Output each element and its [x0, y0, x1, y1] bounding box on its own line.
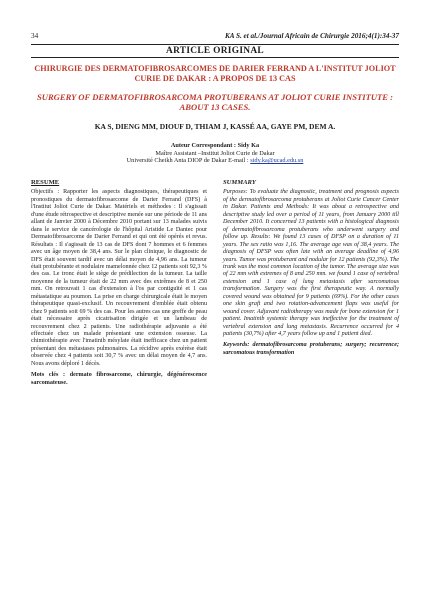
- journal-citation: KA S. et al./Journal Africain de Chirurgie 2016;4(1):34-37: [224, 32, 399, 40]
- affiliation-line: Maître Assistant –Institut Joliot Curie de Dakar: [155, 149, 275, 157]
- resume-body: Objectifs : Rapporter les aspects diagnostiques, thérapeutiques et pronostiques du dermatofibrosarcome de Darier Ferrand (DFS) à l'Institut Joliot Curie de Dakar. Matériels et méthodes : Il s'agissait d'une étude rétrospective et descriptive menée sur une période de 11 ans allant de Janvier 2000 à Décembre 2010 portant sur 13 malades suivis dans le service de cancérologie de l'hôpital Aristide Le Dantec pour Dermatofibrosarcome de Darier Ferrand et qui ont été opérés et revus. Résultats : Il s'agissait de 13 cas de DFS dont 7 hommes et 6 femmes avec un âge moyen de 38,4 ans. Sur le plan clinique, le diagnostic de DFS était souvent tardif avec un délai moyen de 4,96 ans. La tumeur était protubérante et nodulaire mamelonnée chez 12 patients soit 92,3 % des cas. Le tronc était le siège de prédilection de la tumeur. La taille moyenne de la tumeur était de 22 mm avec des extrêmes de 8 et 250 mm. On retrouvait 1 cas d'extension à l'os par contiguïté et 1 cas métastatique au poumon. La prise en charge chirurgicale était le moyen thérapeutique quasi-exclusif. Un recouvrement d'emblée était obtenu chez 9 patients soit 69 % des cas. Pour les autres cas une greffe de peau était nécessaire après cicatrisation dirigée et un lambeau de recouvrement chez 2 patients. Une radiothérapie adjuvante a été effectuée chez un malade présentant une extension osseuse. La chimiothérapie avec l'imatinib mésylate était inefficace chez un patient présentant des métastases pulmonaires. La récidive après exérèse était observée chez 4 patients soit 30,7 % avec un délai moyen de 4,7 ans. Nous avons déploré 1 décès.: [31, 189, 207, 367]
- author-list: KA S, DIENG MM, DIOUF D, THIAM J, KASSÉ AA, GAYE PM, DEM A.: [94, 122, 336, 132]
- title-english: SURGERY OF DERMATOFIBROSARCOMA PROTUBERANS AT JOLIOT CURIE INSTITUTE : ABOUT 13 CASES.: [36, 92, 394, 113]
- page-number: 34: [31, 32, 39, 40]
- summary-heading: SUMMARY: [223, 178, 256, 186]
- header-rule: [31, 44, 399, 45]
- section-rule: [31, 57, 399, 58]
- email-link[interactable]: sidy.ka@ucad.edu.sn: [250, 157, 304, 165]
- resume-column: [31, 179, 207, 387]
- summary-body: Purposes: To evaluate the diagnostic, treatment and prognosis aspects of the dermatofibrosarcoma protuberans at Joliot Curie Cancer Center in Dakar. Patients and Methods: It was about a retrospective and descriptive study led over a period of 11 years, from January 2000 till December 2010. It concerned 13 patients with a histological diagnosis of dermatofibrosarcoma protuberans who underwent surgery and follow up. Results: We found 13 cases of DFSP on a duration of 11 years. The sex ratio was 1,16. The average age was of 38,4 years. The diagnosis of DFSP was often late with an average deadline of 4,96 years. Tumor was protuberant and nodular for 12 patients (92,3%). The trunk was the most common location of the tumor. The average size was of 22 mm with extremes of 8 and 250 mm. we found 1 case of vertebral extension and 1 case of lung metastasis after sarcomatous transformation. Surgery was the first therapeutic way. A normally covered wound was obtained for 9 patients (69%). For the other cases one skin graft and two rotation-advancement flaps was useful for wound cover. Adjuvant radiotherapy was made for bone extension for 1 patient. Imatinib systemic therapy was ineffective for the treatment of vertebral extension and lung metastasis. Recurrence occurred for 4 patients (30,7%) after 4,7 years follow up and 1 patient died.: [223, 189, 399, 338]
- corresponding-author: Auteur Correspondant : Sidy Ka: [170, 142, 260, 150]
- running-header: [31, 0, 399, 42]
- section-label: ARTICLE ORIGINAL: [166, 46, 264, 57]
- abstract-columns: [31, 179, 399, 387]
- summary-keywords: Keywords: dermatofibrosarcoma protuberans; surgery; recurrence; sarcomatous transformation: [223, 342, 399, 356]
- university-text: Université Cheikh Anta DIOP de Dakar E-mail :: [126, 157, 249, 165]
- university-line: [31, 157, 399, 165]
- summary-column: [223, 179, 399, 387]
- title-french: CHIRURGIE DES DERMATOFIBROSARCOMES DE DARIER FERRAND A L'INSTITUT JOLIOT CURIE DE DAKAR : A PROPOS DE 13 CAS: [34, 64, 396, 84]
- resume-heading: RESUME: [31, 178, 60, 186]
- correspondence-block: [31, 142, 399, 165]
- resume-keywords: Mots clés : dermato fibrosarcome, chirurgie, dégénérescence sarcomateuse.: [31, 372, 207, 386]
